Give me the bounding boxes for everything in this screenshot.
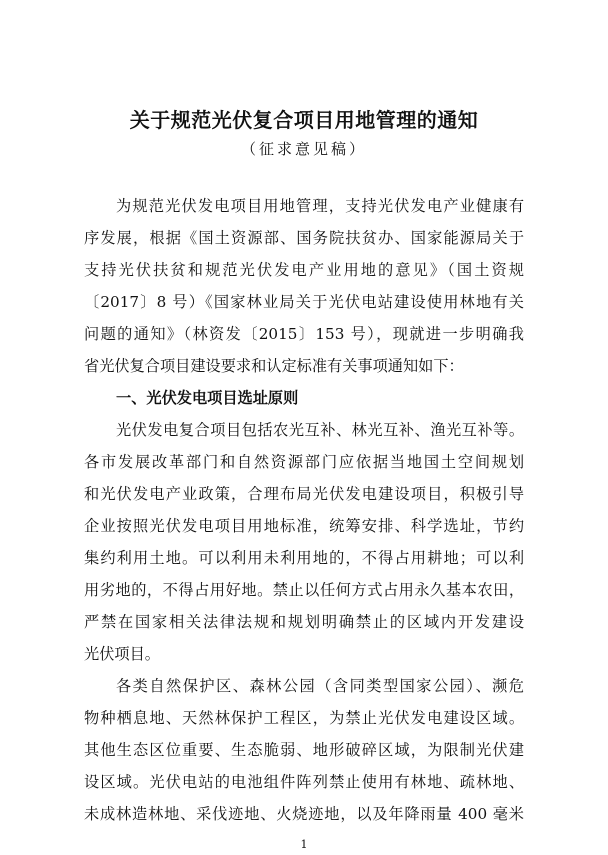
body-line: 未成林造林地、采伐迹地、火烧迹地，以及年降雨量 400 毫米 <box>84 805 524 823</box>
body-line: 各类自然保护区、森林公园（含同类型国家公园）、濒危 <box>116 677 524 695</box>
body-line: 〔2017〕8 号）《国家林业局关于光伏电站建设使用林地有关 <box>84 293 524 311</box>
body-line: 设区域。光伏电站的电池组件阵列禁止使用有林地、疏林地、 <box>84 773 524 791</box>
body-line: 企业按照光伏发电项目用地标准，统筹安排、科学选址，节约 <box>84 517 524 535</box>
body-line: 省光伏复合项目建设要求和认定标准有关事项通知如下： <box>84 357 464 375</box>
body-line: 光伏发电复合项目包括农光互补、林光互补、渔光互补等。 <box>116 421 524 439</box>
page-number: 1 <box>300 838 308 851</box>
body-line: 光伏项目。 <box>84 645 160 663</box>
body-line: 物种栖息地、天然林保护工程区，为禁止光伏发电建设区域。 <box>84 709 524 727</box>
body-line: 其他生态区位重要、生态脆弱、地形破碎区域，为限制光伏建 <box>84 741 524 759</box>
body-line: 各市发展改革部门和自然资源部门应依据当地国土空间规划 <box>84 453 524 471</box>
body-line: 和光伏发电产业政策，合理布局光伏发电建设项目，积极引导 <box>84 485 524 503</box>
body-line: 用劣地的，不得占用好地。禁止以任何方式占用永久基本农田， <box>84 581 524 599</box>
document-subtitle: （征求意见稿） <box>240 140 367 158</box>
body-line: 集约利用土地。可以利用未利用地的，不得占用耕地；可以利 <box>84 549 524 567</box>
body-line: 严禁在国家相关法律法规和规划明确禁止的区域内开发建设 <box>84 613 524 631</box>
document-title: 关于规范光伏复合项目用地管理的通知 <box>129 108 479 132</box>
body-line: 为规范光伏发电项目用地管理，支持光伏发电产业健康有 <box>116 197 524 215</box>
section-heading: 一、光伏发电项目选址原则 <box>116 389 299 407</box>
body-line: 序发展，根据《国土资源部、国务院扶贫办、国家能源局关于 <box>84 229 524 247</box>
body-line: 问题的通知》（林资发〔2015〕153 号），现就进一步明确我 <box>84 325 524 343</box>
body-line: 支持光伏扶贫和规范光伏发电产业用地的意见》（国土资规 <box>84 261 524 279</box>
